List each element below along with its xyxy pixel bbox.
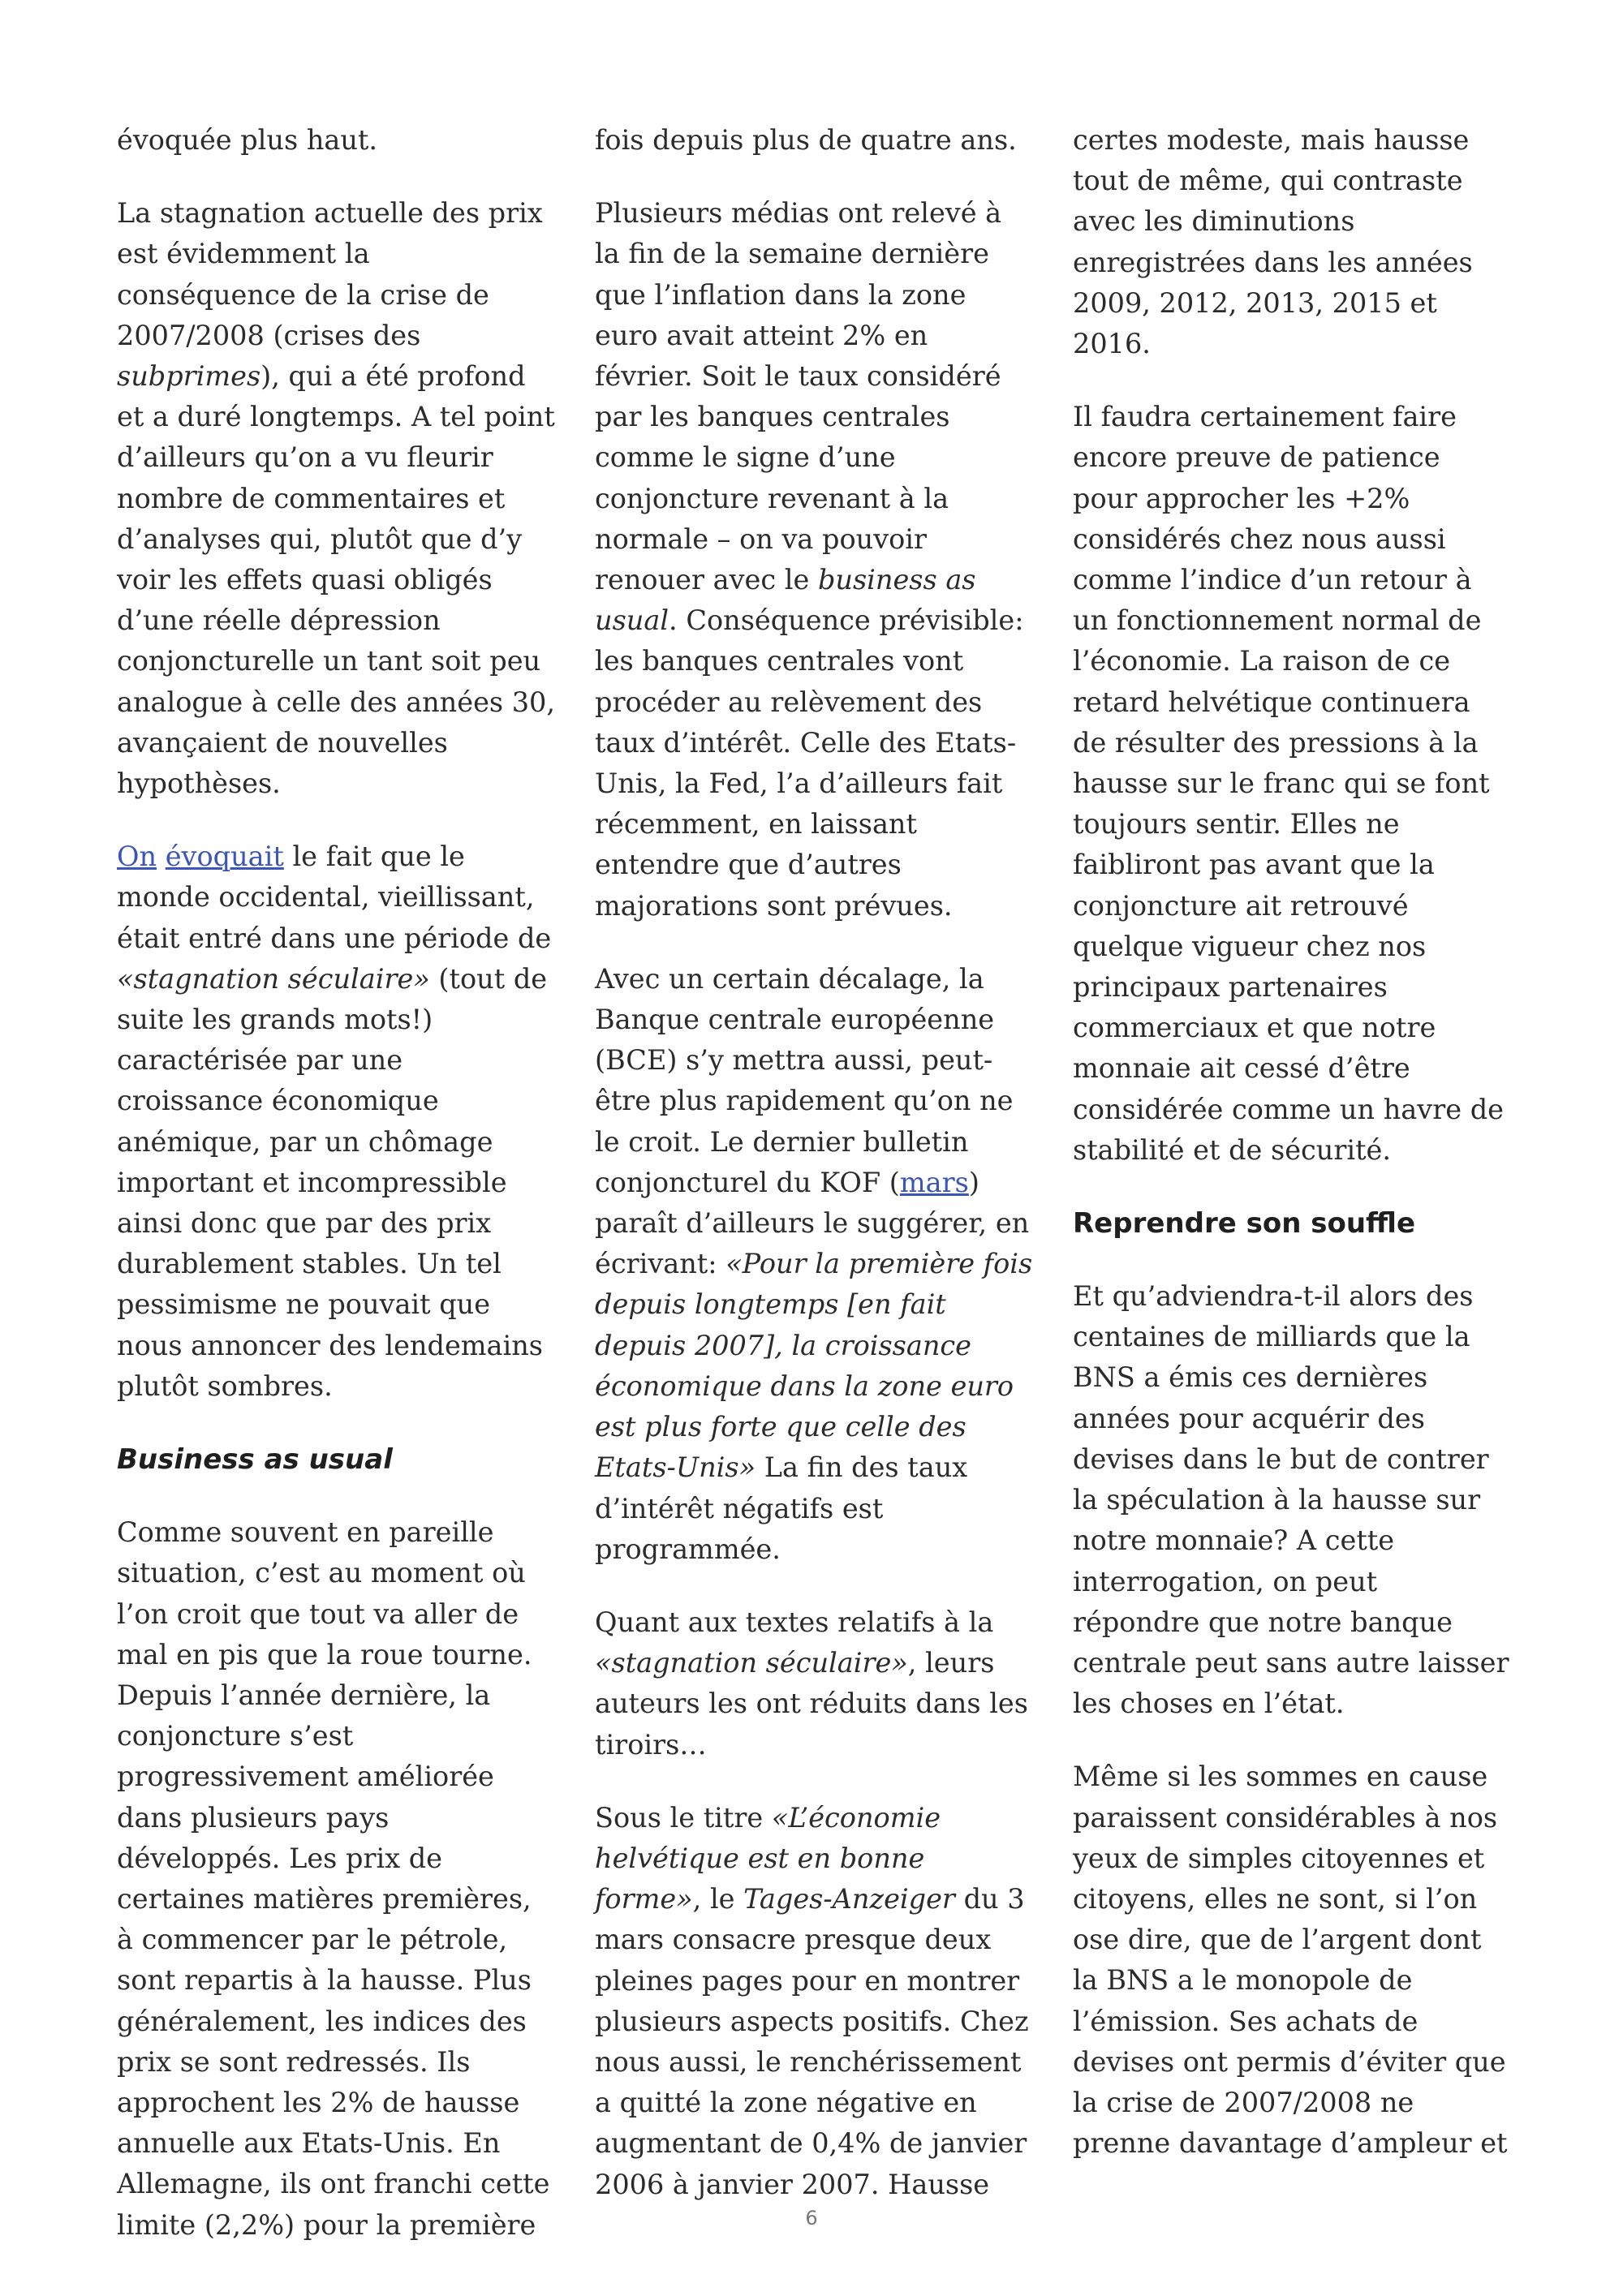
- paragraph: fois depuis plus de quatre ans.: [595, 124, 1017, 156]
- paragraph: Avec un certain décalage, la Banque centrale européenne (BCE) s’y mettra aussi, peut-être plus rapidement qu’on ne le croit. Le dernier bulletin conjoncturel du KOF (mars) paraît d’ailleurs le suggérer, en écrivant: «Pour la première fois depuis longtemps [en fait depuis 2007], la croissance économique dans la zone euro est plus forte que celle des Etats-Unis» La fin des taux d’intérêt négatifs est programmée.: [595, 962, 1033, 1565]
- column-1: [117, 120, 555, 2278]
- paragraph: Il faudra certainement faire encore preuve de patience pour approcher les +2% considérés chez nous aussi comme l’indice d’un retour à un fonctionnement normal de l’économie. La raison de ce retard helvétique continuera de résulter des pressions à la hausse sur le franc qui se font toujours sentir. Elles ne faibliront pas avant que la conjoncture ait retrouvé quelque vigueur chez nos principaux partenaires commerciaux et que notre monnaie ait cessé d’être considérée comme un havre de stabilité et de sécurité.: [1073, 401, 1504, 1166]
- link-evoquait[interactable]: évoquait: [165, 841, 284, 873]
- paragraph: Comme souvent en pareille situation, c’est au moment où l’on croit que tout va aller de mal en pis que la roue tourne. Depuis l’année dernière, la conjoncture s’est progressivement améliorée dans plusieurs pays développés. Les prix de certaines matières premières, à commencer par le pétrole, sont repartis à la hausse. Plus généralement, les indices des prix se sont redressés. Ils approchent les 2% de hausse annuelle aux Etats-Unis. En Allemagne, ils ont franchi cette limite (2,2%) pour la première: [117, 1516, 550, 2241]
- section-heading: Reprendre son souffle: [1073, 1207, 1416, 1240]
- paragraph: évoquée plus haut.: [117, 124, 378, 156]
- column-3: [1073, 120, 1511, 2196]
- paragraph: certes modeste, mais hausse tout de même, qui contraste avec les diminutions enregistrées dans les années 2009, 2012, 2013, 2015 et 2016.: [1073, 124, 1473, 360]
- column-2: [595, 120, 1033, 2238]
- paragraph: La stagnation actuelle des prix est évidemment la conséquence de la crise de 2007/2008 (crises des subprimes), qui a été profond et a duré longtemps. A tel point d’ailleurs qu’on a vu fleurir nombre de commentaires et d’analyses qui, plutôt que d’y voir les effets quasi obligés d’une réelle dépression conjoncturelle un tant soit peu analogue à celle des années 30, avançaient de nouvelles hypothèses.: [117, 197, 556, 800]
- link-on[interactable]: On: [117, 841, 157, 873]
- page-number: 6: [805, 2207, 818, 2229]
- paragraph: Même si les sommes en cause paraissent considérables à nos yeux de simples citoyennes et citoyens, elles ne sont, si l’on ose dire, que de l’argent dont la BNS a le monopole de l’émission. Ses achats de devises ont permis d’éviter que la crise de 2007/2008 ne prenne davantage d’ampleur et: [1073, 1761, 1508, 2160]
- paragraph: Plusieurs médias ont relevé à la fin de la semaine dernière que l’inflation dans la zone euro avait atteint 2% en février. Soit le taux considéré par les banques centrales comme le signe d’une conjoncture revenant à la normale – on va pouvoir renouer avec le business as usual. Conséquence prévisible: les banques centrales vont procéder au relèvement des taux d’intérêt. Celle des Etats-Unis, la Fed, l’a d’ailleurs fait récemment, en laissant entendre que d’autres majorations sont prévues.: [595, 197, 1024, 922]
- paragraph: Sous le titre «L’économie helvétique est en bonne forme», le Tages-Anzeiger du 3 mars consacre presque deux pleines pages pour en montrer plusieurs aspects positifs. Chez nous aussi, le renchérissement a quitté la zone négative en augmentant de 0,4% de janvier 2006 à janvier 2007. Hausse: [595, 1801, 1029, 2200]
- link-mars[interactable]: mars: [899, 1166, 969, 1198]
- paragraph: Et qu’adviendra-t-il alors des centaines de milliards que la BNS a émis ces dernières années pour acquérir des devises dans le but de contrer la spéculation à la hausse sur notre monnaie? A cette interrogation, on peut répondre que notre banque centrale peut sans autre laisser les choses en l’état.: [1073, 1280, 1509, 1720]
- paragraph: On évoquait le fait que le monde occidental, vieillissant, était entré dans une période de «stagnation séculaire» (tout de suite les grands mots!) caractérisée par une croissance économique anémique, par un chômage important et incompressible ainsi donc que par des prix durablement stables. Un tel pessimisme ne pouvait que nous annoncer des lendemains plutôt sombres.: [117, 841, 552, 1402]
- paragraph: Quant aux textes relatifs à la «stagnation séculaire», leurs auteurs les ont réduits dans les tiroirs…: [595, 1606, 1028, 1761]
- section-heading: Business as usual: [117, 1443, 393, 1477]
